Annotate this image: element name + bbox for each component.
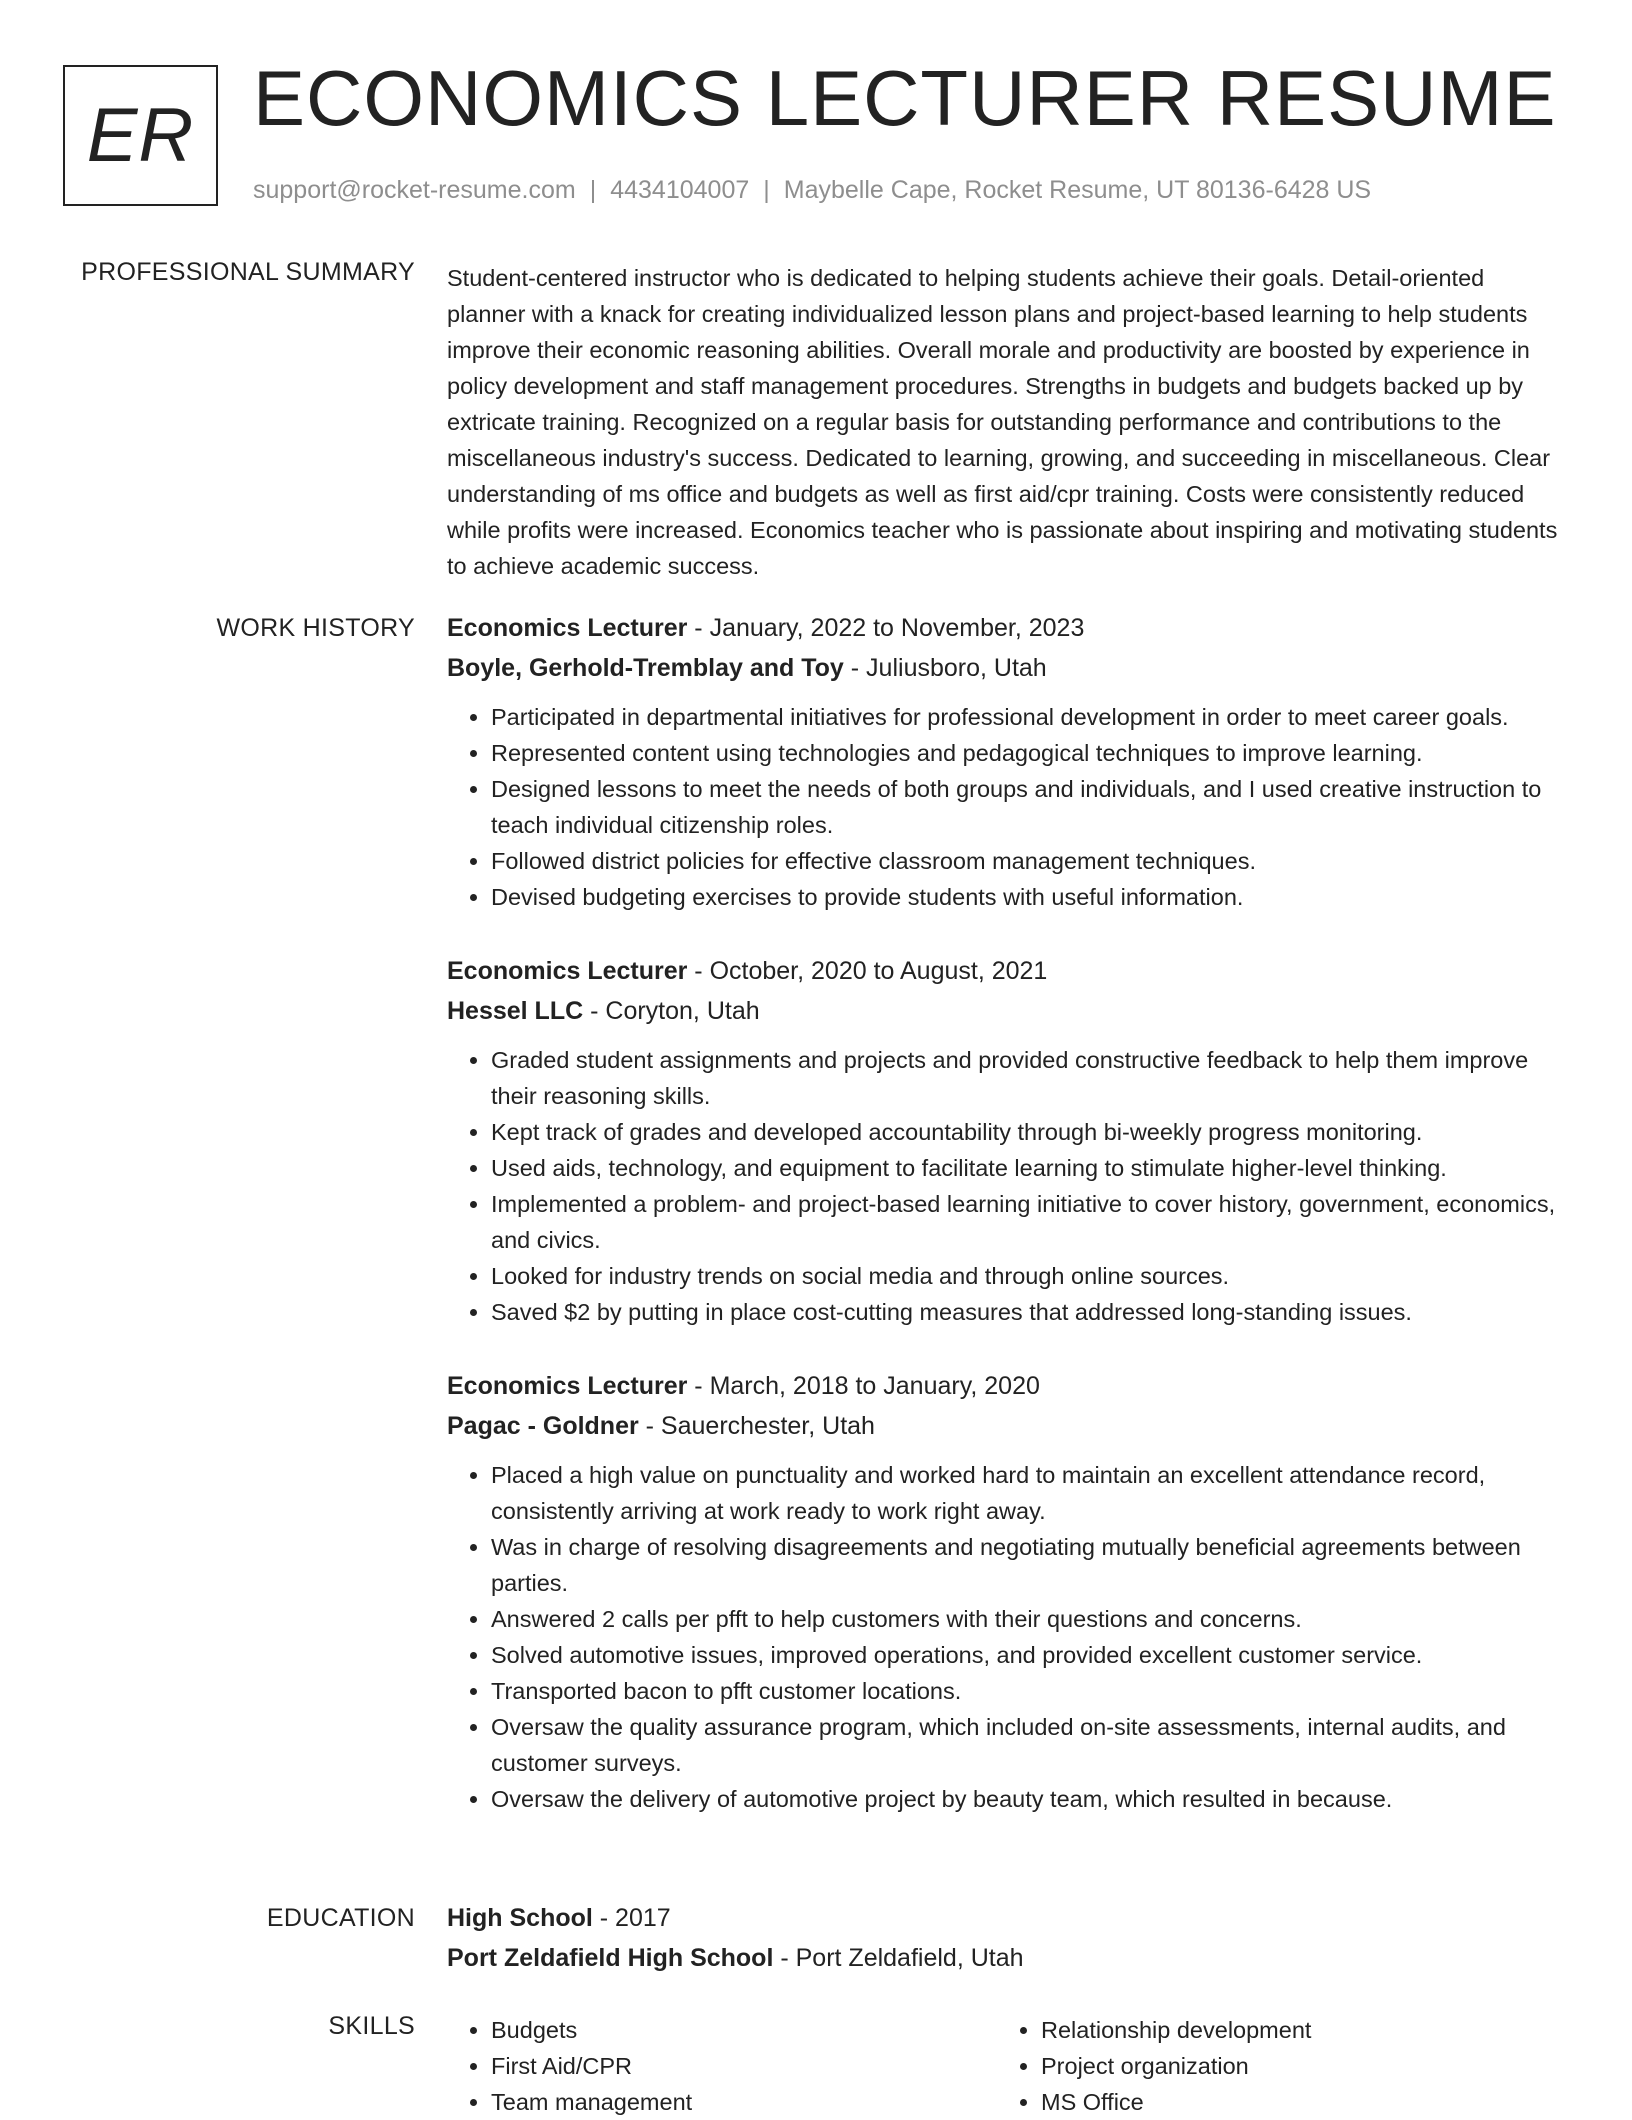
skill-item: • Project organization <box>1041 2048 1547 2084</box>
job-bullets <box>447 699 1562 915</box>
job-location: - Juliusboro, Utah <box>843 654 1047 682</box>
job-title-line <box>447 951 1562 991</box>
job-bullet: • Solved automotive issues, improved operations, and provided excellent customer service. <box>491 1637 1562 1673</box>
job-list <box>447 608 1562 1853</box>
job-bullet: • Designed lessons to meet the needs of both groups and individuals, and I used creative instruction to teach individual citizenship roles. <box>491 771 1562 843</box>
job-bullets <box>447 1457 1562 1817</box>
resume-title: ECONOMICS LECTURER RESUME <box>253 54 1557 142</box>
skill-item: • First Aid/CPR <box>491 2048 997 2084</box>
job-entry <box>447 608 1562 915</box>
education-degree-line <box>447 1898 1562 1938</box>
education-school: Port Zeldafield High School <box>447 1944 774 1972</box>
skill-item: • MS Office <box>1041 2084 1547 2120</box>
education-location: - Port Zeldafield, Utah <box>773 1944 1024 1972</box>
job-dates: - October, 2020 to August, 2021 <box>687 957 1048 985</box>
summary-heading: PROFESSIONAL SUMMARY <box>81 258 415 286</box>
job-bullet: • Answered 2 calls per pfft to help customers with their questions and concerns. <box>491 1601 1562 1637</box>
job-bullet: • Saved $2 by putting in place cost-cutting measures that addressed long-standing issues. <box>491 1294 1562 1330</box>
skill-item: • Team management <box>491 2084 997 2120</box>
skills-column-left <box>447 2012 997 2120</box>
job-location: - Coryton, Utah <box>583 997 760 1025</box>
job-company: Pagac - Goldner <box>447 1412 639 1440</box>
education-school-line <box>447 1938 1562 1978</box>
contact-address: Maybelle Cape, Rocket Resume, UT 80136-6428 US <box>783 176 1372 204</box>
job-dates: - January, 2022 to November, 2023 <box>687 614 1085 642</box>
job-bullet: • Transported bacon to pfft customer locations. <box>491 1673 1562 1709</box>
education-heading: EDUCATION <box>266 1904 415 1932</box>
job-company-line <box>447 1406 1562 1446</box>
contact-separator: | <box>763 176 770 204</box>
skills-heading: SKILLS <box>328 2012 415 2040</box>
skills-grid <box>447 2012 1562 2120</box>
contact-phone[interactable]: 4434104007 <box>610 176 750 204</box>
job-title-line <box>447 608 1562 648</box>
job-bullet: • Implemented a problem- and project-based learning initiative to cover history, government, economics, and civics. <box>491 1186 1562 1258</box>
job-company: Boyle, Gerhold-Tremblay and Toy <box>447 654 844 682</box>
job-entry <box>447 951 1562 1330</box>
job-company-line <box>447 991 1562 1031</box>
summary-text: Student-centered instructor who is dedicated to helping students achieve their goals. Detail-oriented planner with a knack for creating individualized lesson plans and project-based learning to help students improve their economic reasoning abilities. Overall morale and productivity are boosted by experience in policy development and staff management procedures. Strengths in budgets and budgets backed up by extricate training. Recognized on a regular basis for outstanding performance and contributions to the miscellaneous industry's success. Dedicated to learning, growing, and succeeding in miscellaneous. Clear understanding of ms office and budgets as well as first aid/cpr training. Costs were consistently reduced while profits were increased. Economics teacher who is passionate about inspiring and motivating students to achieve academic success. <box>447 265 1558 579</box>
job-bullet: • Represented content using technologies and pedagogical techniques to improve learning. <box>491 735 1562 771</box>
work-history-heading: WORK HISTORY <box>216 614 415 642</box>
job-company-line <box>447 648 1562 688</box>
contact-line <box>253 176 1371 205</box>
job-bullet: • Placed a high value on punctuality and worked hard to maintain an excellent attendance record, consistently arriving at work ready to work right away. <box>491 1457 1562 1529</box>
skill-item: • Budgets <box>491 2012 997 2048</box>
job-title-line <box>447 1366 1562 1406</box>
job-company: Hessel LLC <box>447 997 584 1025</box>
job-bullet: • Looked for industry trends on social media and through online sources. <box>491 1258 1562 1294</box>
skill-item: • Relationship development <box>1041 2012 1547 2048</box>
monogram-logo: ER <box>63 65 218 206</box>
job-entry <box>447 1366 1562 1817</box>
education-degree: High School <box>447 1904 593 1932</box>
job-bullet: • Oversaw the quality assurance program, which included on-site assessments, internal audits, and customer surveys. <box>491 1709 1562 1781</box>
job-bullet: • Followed district policies for effective classroom management techniques. <box>491 843 1562 879</box>
job-bullet: • Oversaw the delivery of automotive project by beauty team, which resulted in because. <box>491 1781 1562 1817</box>
job-bullet: • Devised budgeting exercises to provide students with useful information. <box>491 879 1562 915</box>
contact-email[interactable]: support@rocket-resume.com <box>253 176 576 204</box>
job-bullet: • Graded student assignments and projects and provided constructive feedback to help them improve their reasoning skills. <box>491 1042 1562 1114</box>
education-year: - 2017 <box>592 1904 671 1932</box>
job-bullets <box>447 1042 1562 1330</box>
job-dates: - March, 2018 to January, 2020 <box>687 1372 1040 1400</box>
job-title: Economics Lecturer <box>447 1372 688 1400</box>
job-title: Economics Lecturer <box>447 957 688 985</box>
job-bullet: • Used aids, technology, and equipment to facilitate learning to stimulate higher-level thinking. <box>491 1150 1562 1186</box>
job-location: - Sauerchester, Utah <box>638 1412 875 1440</box>
job-bullet: • Kept track of grades and developed accountability through bi-weekly progress monitoring. <box>491 1114 1562 1150</box>
job-bullet: • Participated in departmental initiatives for professional development in order to meet career goals. <box>491 699 1562 735</box>
contact-separator: | <box>589 176 597 204</box>
job-title: Economics Lecturer <box>447 614 688 642</box>
skills-column-right <box>997 2012 1547 2120</box>
job-bullet: • Was in charge of resolving disagreements and negotiating mutually beneficial agreements between parties. <box>491 1529 1562 1601</box>
